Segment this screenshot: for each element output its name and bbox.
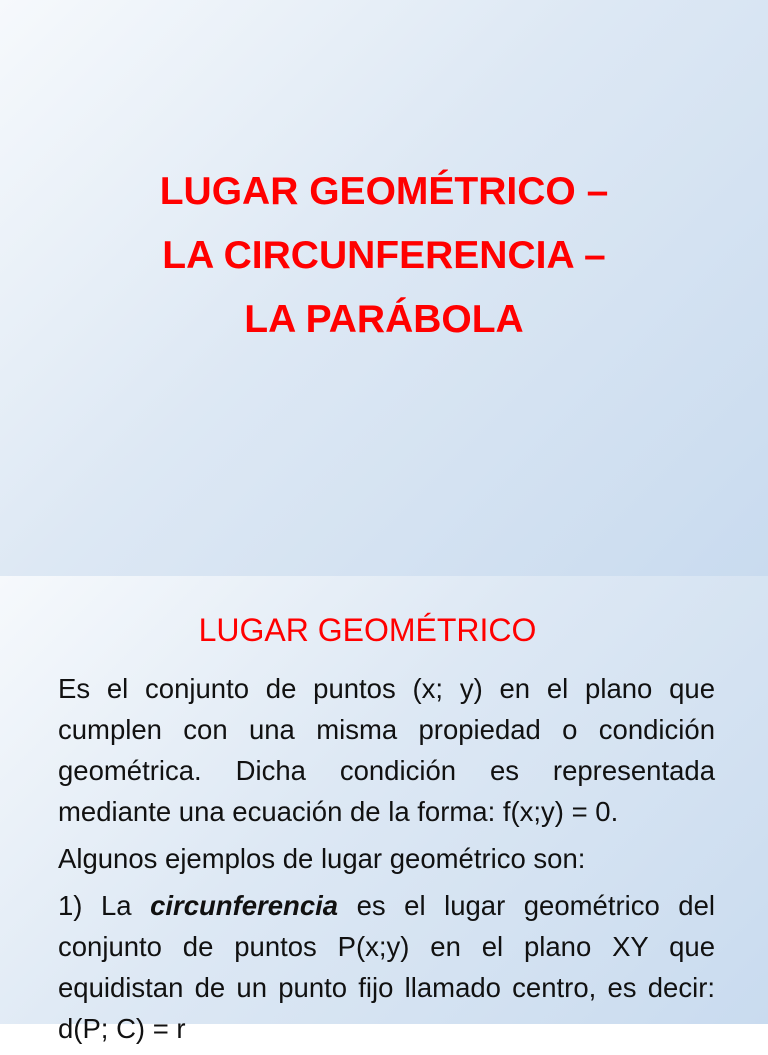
example-item-1-keyword: circunferencia — [150, 890, 339, 921]
slide-title-heading — [0, 160, 768, 352]
definition-paragraph: Es el conjunto de puntos (x; y) en el plano que cumplen con una misma propiedad o condición geométrica. Dicha condición es representada mediante una ecuación de la forma: f(x;y) = 0. — [58, 673, 715, 827]
examples-intro: Algunos ejemplos de lugar geométrico son: — [58, 843, 586, 874]
example-item-1 — [58, 885, 715, 1049]
example-item-1-prefix: 1) La — [58, 890, 151, 921]
example-item-1-text: es el lugar geométrico del conjunto de puntos P(x;y) en el plano XY que equidistan de un punto fijo llamado centro, es decir: d(P; C) = r — [58, 890, 715, 1044]
slide-body — [58, 668, 715, 1055]
section-heading: LUGAR GEOMÉTRICO — [198, 612, 537, 648]
title-line-1: LUGAR GEOMÉTRICO – — [159, 170, 609, 213]
title-line-2: LA CIRCUNFERENCIA – — [162, 234, 606, 277]
slide-definition — [0, 576, 768, 1044]
title-line-3: LA PARÁBOLA — [244, 298, 524, 341]
